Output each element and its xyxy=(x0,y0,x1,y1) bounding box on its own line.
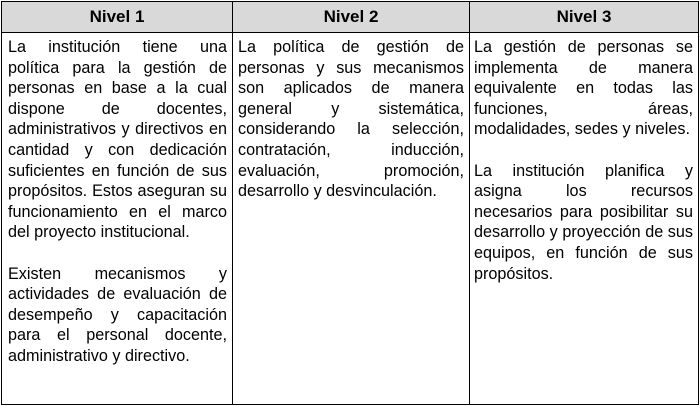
nivel-2-paragraph-1: La política de gestión de personas y sus mecanismos son aplicados de manera general y sistemática, considerando la selección, contratación, inducción, evaluación, promoción, desarrollo y desvinculación. xyxy=(238,38,464,201)
header-row xyxy=(2,2,699,33)
nivel-2-text xyxy=(233,33,469,202)
nivel-3-text xyxy=(470,33,698,284)
nivel-3-paragraph-2: La institución planifica y asigna los recursos necesarios para posibilitar su desarrollo y proyección de sus equipos, en función de sus propósitos. xyxy=(474,161,693,283)
content-row xyxy=(2,33,699,405)
nivel-1-cell xyxy=(2,33,233,405)
header-nivel-3: Nivel 3 xyxy=(470,2,699,33)
nivel-2-cell xyxy=(233,33,470,405)
nivel-3-cell xyxy=(470,33,699,405)
header-nivel-1: Nivel 1 xyxy=(2,2,233,33)
levels-table xyxy=(1,1,699,405)
nivel-1-paragraph-1: La institución tiene una política para la gestión de personas en base a la cual dispone de docentes, administrativos y directivos en cantidad y con dedicación suficientes en función de sus propósitos. Estos aseguran su funcionamiento en el marco del proyecto institucional. xyxy=(8,38,227,242)
header-nivel-2: Nivel 2 xyxy=(233,2,470,33)
nivel-1-paragraph-2: Existen mecanismos y actividades de evaluación de desempeño y capacitación para el personal docente, administrativo y directivo. xyxy=(8,264,227,365)
nivel-1-text xyxy=(2,33,232,367)
nivel-3-paragraph-1: La gestión de personas se implementa de manera equivalente en todas las funciones, áreas, modalidades, sedes y niveles. xyxy=(474,38,693,139)
